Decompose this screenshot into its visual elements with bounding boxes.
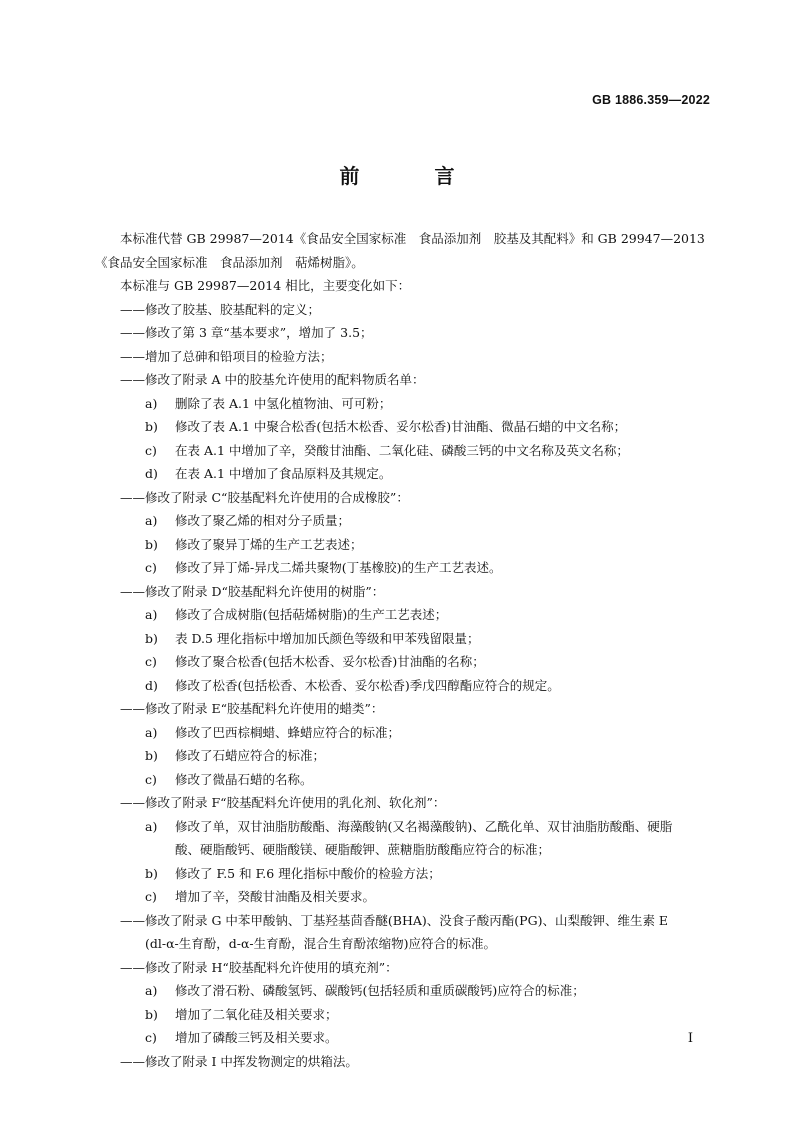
sub-item-text: 修改了聚合松香(包括木松香、妥尔松香)甘油酯的名称；: [175, 654, 485, 669]
sub-item-text: 表 D.5 理化指标中增加加氏颜色等级和甲苯残留限量；: [175, 630, 480, 646]
sub-item: [95, 650, 713, 674]
sub-item: [95, 979, 713, 1003]
sub-item-label: d): [145, 466, 158, 481]
change-item-continuation: (dl-α-生育酚，d-α-生育酚，混合生育酚浓缩物)应符合的标准。: [145, 936, 497, 951]
sub-item-continuation: 酸、硬脂酸钙、硬脂酸镁、硬脂酸钾、蔗糖脂肪酸酯应符合的标准；: [175, 842, 551, 857]
sub-item-label: b): [145, 748, 158, 763]
sub-item-text: 修改了合成树脂(包括萜烯树脂)的生产工艺表述；: [175, 607, 448, 622]
sub-item: [95, 768, 713, 792]
sub-item: [95, 509, 713, 533]
sub-item-label: b): [145, 865, 158, 881]
sub-item-label: c): [145, 442, 157, 458]
sub-item-text: 修改了单，双甘油脂肪酸酯、海藻酸钠(又名褐藻酸钠)、乙酰化单、双甘油脂肪酸酯、硬脂: [175, 818, 673, 834]
sub-item: [95, 1003, 713, 1027]
sub-item-label: c): [145, 889, 157, 904]
change-item: ——修改了附录 G 中苯甲酸钠、丁基羟基茴香醚(BHA)、没食子酸丙酯(PG)、山梨酸钾、维生素 E: [120, 912, 669, 928]
sub-item: [95, 627, 713, 651]
change-item: ——修改了附录 E“胶基配料允许使用的蜡类”：: [120, 701, 384, 716]
sub-item: [95, 885, 713, 909]
sub-item-label: b): [145, 630, 158, 646]
sub-item: [95, 1026, 713, 1050]
sub-item-label: a): [145, 818, 158, 834]
sub-item: [95, 439, 713, 463]
change-item: ——修改了附录 A 中的胶基允许使用的配料物质名单：: [120, 372, 425, 387]
sub-item: [95, 744, 713, 768]
sub-item-label: b): [145, 1006, 158, 1022]
change-item: ——修改了胶基、胶基配料的定义；: [120, 301, 321, 317]
page-number: I: [687, 1031, 693, 1046]
standard-number: GB 1886.359—2022: [592, 93, 710, 107]
sub-item-text: 修改了石蜡应符合的标准；: [175, 748, 326, 763]
intro-paragraph: 《食品安全国家标准 食品添加剂 萜烯树脂》。: [95, 254, 364, 270]
change-item: ——修改了附录 I 中挥发物测定的烘箱法。: [120, 1053, 358, 1069]
sub-item-label: c): [145, 771, 157, 787]
sub-item-text: 增加了磷酸三钙及相关要求。: [175, 1030, 338, 1045]
change-item: ——修改了附录 C“胶基配料允许使用的合成橡胶”：: [120, 489, 409, 505]
change-item: ——修改了附录 H“胶基配料允许使用的填充剂”：: [120, 959, 398, 975]
sub-item: [95, 674, 713, 698]
sub-item-text: 修改了松香(包括松香、木松香、妥尔松香)季戊四醇酯应符合的规定。: [175, 677, 560, 693]
sub-item-label: c): [145, 654, 157, 669]
sub-item: [95, 392, 713, 416]
sub-item: [95, 415, 713, 439]
sub-item-label: c): [145, 560, 157, 575]
sub-item-label: a): [145, 983, 158, 998]
sub-item-label: b): [145, 419, 158, 434]
sub-item: [95, 862, 713, 886]
sub-item-label: b): [145, 536, 158, 552]
change-item: ——修改了附录 F“胶基配料允许使用的乳化剂、软化剂”：: [120, 795, 446, 810]
sub-item-label: a): [145, 395, 158, 411]
sub-item-label: c): [145, 1030, 157, 1045]
sub-item: [95, 603, 713, 627]
sub-item-text: 修改了 F.5 和 F.6 理化指标中酸价的检验方法；: [175, 865, 441, 881]
sub-item-text: 修改了聚乙烯的相对分子质量；: [175, 513, 351, 528]
document-body: [95, 227, 713, 1073]
sub-item: [95, 533, 713, 557]
sub-item-text: 修改了聚异丁烯的生产工艺表述；: [175, 536, 363, 552]
sub-item: [95, 462, 713, 486]
sub-item: [95, 556, 713, 580]
change-item: ——修改了附录 D“胶基配料允许使用的树脂”：: [120, 583, 385, 599]
sub-item-text: 修改了表 A.1 中聚合松香(包括木松香、妥尔松香)甘油酯、微晶石蜡的中文名称；: [175, 419, 627, 434]
sub-item-text: 在表 A.1 中增加了食品原料及其规定。: [175, 466, 392, 481]
intro-paragraph: 本标准代替 GB 29987—2014《食品安全国家标准 食品添加剂 胶基及其配料》和 GB 29947—2013: [120, 231, 705, 246]
sub-item-text: 增加了二氧化硅及相关要求；: [175, 1006, 338, 1022]
intro-paragraph: 本标准与 GB 29987—2014 相比，主要变化如下：: [120, 278, 411, 293]
sub-item-text: 在表 A.1 中增加了辛，癸酸甘油酯、二氧化硅、磷酸三钙的中文名称及英文名称；: [175, 442, 629, 458]
sub-item-text: 修改了微晶石蜡的名称。: [175, 771, 313, 787]
sub-item-label: a): [145, 513, 158, 528]
sub-item-text: 修改了巴西棕榈蜡、蜂蜡应符合的标准；: [175, 724, 401, 740]
sub-item-label: a): [145, 607, 158, 622]
sub-item-text: 增加了辛，癸酸甘油酯及相关要求。: [175, 889, 376, 904]
page-title: 前 言: [339, 164, 489, 188]
sub-item-text: 修改了异丁烯-异戊二烯共聚物(丁基橡胶)的生产工艺表述。: [175, 560, 502, 575]
sub-item-label: a): [145, 724, 158, 740]
sub-item-text: 修改了滑石粉、磷酸氢钙、碳酸钙(包括轻质和重质碳酸钙)应符合的标准；: [175, 983, 585, 998]
sub-item: [95, 815, 713, 839]
change-item: ——增加了总砷和铅项目的检验方法；: [120, 348, 333, 364]
sub-item: [95, 721, 713, 745]
change-item: ——修改了第 3 章“基本要求”，增加了 3.5；: [120, 325, 373, 340]
sub-item-label: d): [145, 677, 158, 693]
sub-item-text: 删除了表 A.1 中氢化植物油、可可粉；: [175, 395, 392, 411]
